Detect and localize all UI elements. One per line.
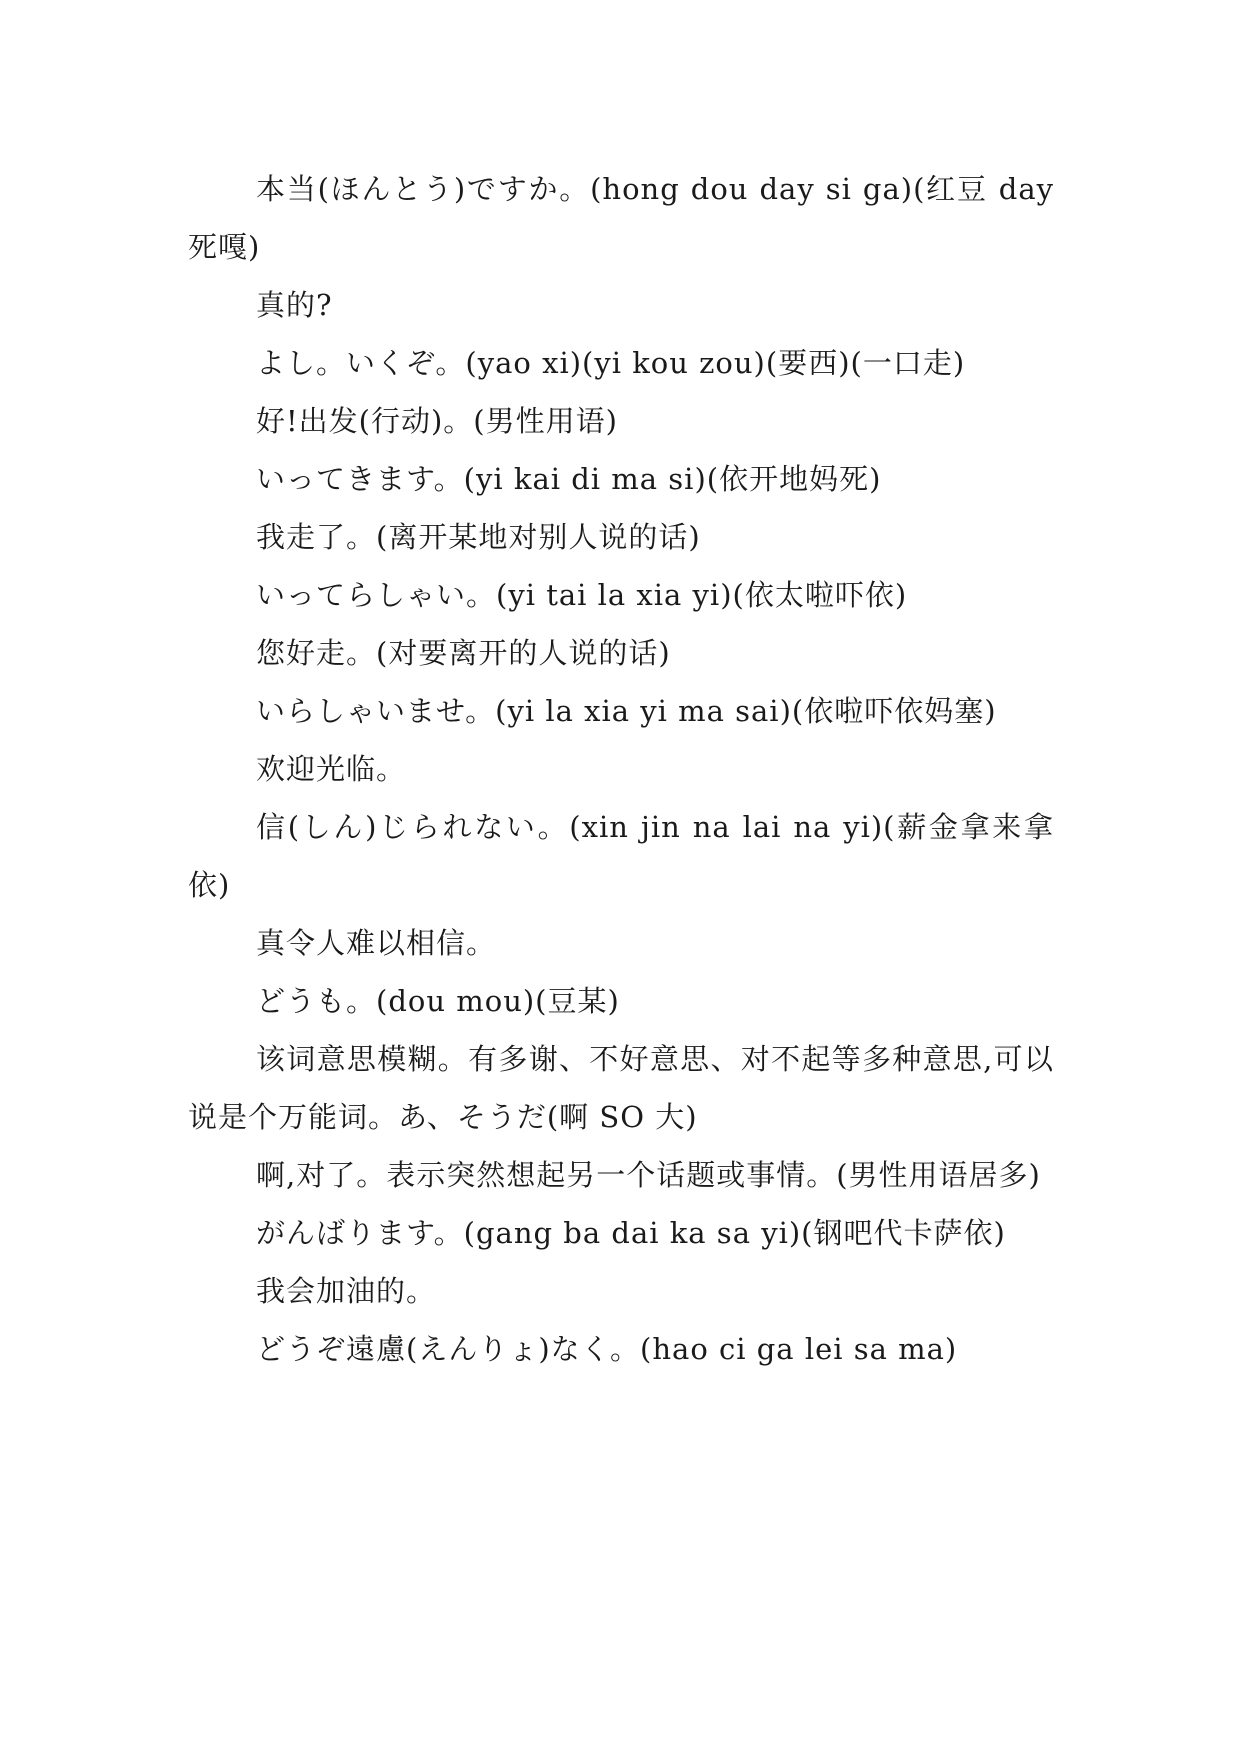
paragraph: 信(しん)じられない。(xin jin na lai na yi)(薪金拿来拿依) xyxy=(188,810,1054,902)
paragraph: いらしゃいませ。(yi la xia yi ma sai)(依啦吓依妈塞) xyxy=(256,694,997,728)
paragraph: 该词意思模糊。有多谢、不好意思、对不起等多种意思,可以说是个万能词。あ、そうだ(啊 SO 大) xyxy=(188,1042,1054,1134)
paragraph: いってらしゃい。(yi tai la xia yi)(依太啦吓依) xyxy=(256,578,908,612)
paragraph: 本当(ほんとう)ですか。(hong dou day si ga)(红豆 day 死嘎) xyxy=(188,172,1054,264)
paragraph: がんばります。(gang ba dai ka sa yi)(钢吧代卡萨依) xyxy=(256,1216,1006,1250)
paragraph: どうも。(dou mou)(豆某) xyxy=(256,984,620,1018)
paragraph: どうぞ遠慮(えんりょ)なく。(hao ci ga lei sa ma) xyxy=(256,1332,958,1366)
paragraph: いってきます。(yi kai di ma si)(依开地妈死) xyxy=(256,462,882,496)
document-body xyxy=(188,160,1054,1378)
paragraph: 我走了。(离开某地对别人说的话) xyxy=(256,520,701,554)
paragraph: 真的? xyxy=(256,288,333,322)
paragraph: 啊,对了。表示突然想起另一个话题或事情。(男性用语居多) xyxy=(256,1158,1041,1192)
paragraph: 好!出发(行动)。(男性用语) xyxy=(256,404,618,438)
paragraph: 我会加油的。 xyxy=(256,1274,437,1308)
paragraph: 欢迎光临。 xyxy=(256,752,407,786)
paragraph: よし。いくぞ。(yao xi)(yi kou zou)(要西)(一口走) xyxy=(256,346,966,380)
paragraph: 真令人难以相信。 xyxy=(256,926,497,960)
paragraph: 您好走。(对要离开的人说的话) xyxy=(256,636,671,670)
